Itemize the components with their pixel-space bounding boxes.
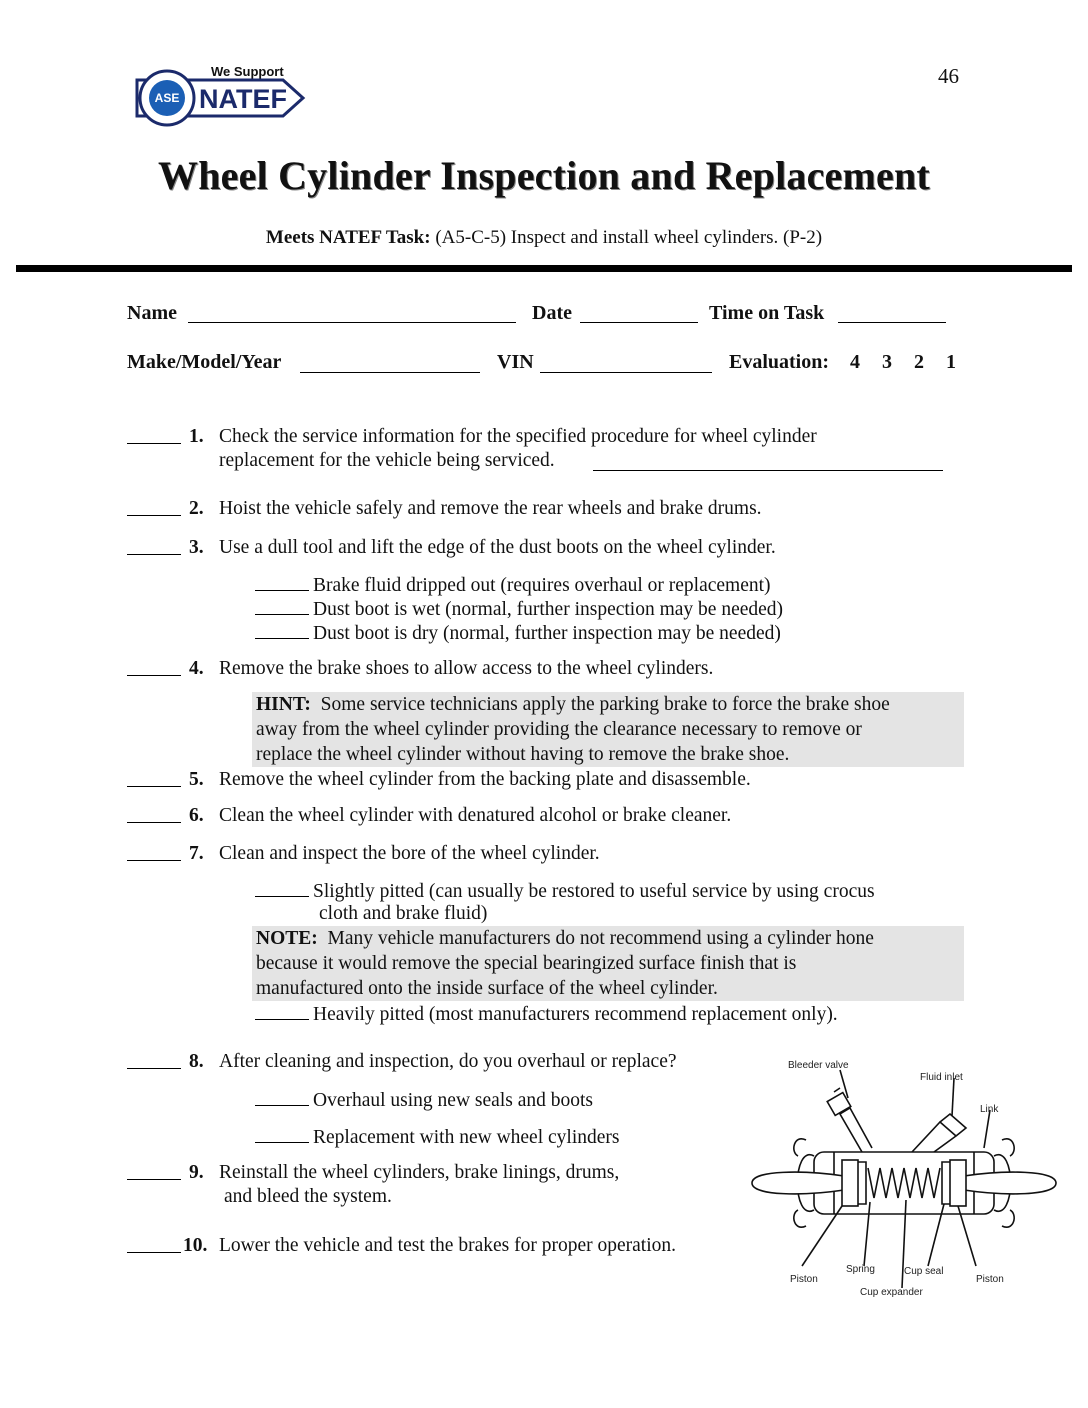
eval-score-4[interactable]: 4 xyxy=(850,351,860,373)
step-text: Lower the vehicle and test the brakes for proper operation. xyxy=(219,1235,676,1256)
note-text: manufactured onto the inside surface of the wheel cylinder. xyxy=(256,978,718,999)
step-5-checkbox[interactable] xyxy=(127,768,181,787)
vin-label: VIN xyxy=(497,351,534,373)
eval-score-3[interactable]: 3 xyxy=(882,351,892,373)
step-number: 10. xyxy=(183,1235,208,1256)
step-text: Clean and inspect the bore of the wheel cylinder. xyxy=(219,843,600,864)
label-cup-seal: Cup seal xyxy=(904,1266,944,1277)
make-model-year-field[interactable] xyxy=(300,372,480,373)
note-label: NOTE: xyxy=(256,928,318,949)
step-3-option: Brake fluid dripped out (requires overhaul or replacement) xyxy=(255,572,771,599)
step-number: 4. xyxy=(189,658,204,679)
step-5 xyxy=(127,768,967,794)
step-10 xyxy=(127,1234,747,1260)
option-checkbox[interactable] xyxy=(255,620,309,639)
make-model-year-label: Make/Model/Year xyxy=(127,351,282,373)
step-number: 5. xyxy=(189,769,204,790)
vin-field[interactable] xyxy=(540,372,712,373)
step-7-option-slightly-pitted: Slightly pitted (can usually be restored to useful service by using crocus xyxy=(255,878,875,905)
step-7-checkbox[interactable] xyxy=(127,842,181,861)
step-8 xyxy=(127,1050,747,1076)
step-text: Remove the wheel cylinder from the backing plate and disassemble. xyxy=(219,769,751,790)
step-7 xyxy=(127,842,967,868)
step-number: 8. xyxy=(189,1051,204,1072)
step-4-checkbox[interactable] xyxy=(127,657,181,676)
eval-score-1[interactable]: 1 xyxy=(946,351,956,373)
task-line xyxy=(0,227,1088,249)
label-spring: Spring xyxy=(846,1264,875,1275)
option-checkbox[interactable] xyxy=(255,878,309,897)
step-text: Clean the wheel cylinder with denatured alcohol or brake cleaner. xyxy=(219,805,732,826)
step-9 xyxy=(127,1161,747,1211)
option-checkbox[interactable] xyxy=(255,1087,309,1106)
step-text: and bleed the system. xyxy=(224,1186,392,1207)
step-2 xyxy=(127,497,967,523)
step-text: Use a dull tool and lift the edge of the dust boots on the wheel cylinder. xyxy=(219,537,776,558)
logo-ase-text: ASE xyxy=(154,91,180,105)
hint-text: away from the wheel cylinder providing the clearance necessary to remove or xyxy=(256,719,862,740)
task-label: Meets NATEF Task: xyxy=(265,227,431,248)
step-7-option-continuation: cloth and brake fluid) xyxy=(319,903,488,924)
step-9-checkbox[interactable] xyxy=(127,1161,181,1180)
step-3-option: Dust boot is dry (normal, further inspection may be needed) xyxy=(255,620,781,647)
label-piston-right: Piston xyxy=(976,1274,1004,1285)
step-text: Remove the brake shoes to allow access to the wheel cylinders. xyxy=(219,658,714,679)
step-4 xyxy=(127,657,967,683)
note-text: because it would remove the special bearingized surface finish that is xyxy=(256,953,797,974)
label-link: Link xyxy=(980,1104,999,1115)
hint-text: Some service technicians apply the parking brake to force the brake shoe xyxy=(320,694,890,715)
header-divider xyxy=(16,265,1072,272)
step-number: 3. xyxy=(189,537,204,558)
step-text: replacement for the vehicle being serviced. xyxy=(219,450,555,471)
step-text: After cleaning and inspection, do you overhaul or replace? xyxy=(219,1051,677,1072)
step-10-checkbox[interactable] xyxy=(127,1234,181,1253)
label-piston-left: Piston xyxy=(790,1274,818,1285)
step-3 xyxy=(127,536,967,562)
step-number: 1. xyxy=(189,426,204,447)
step-number: 6. xyxy=(189,805,204,826)
step-8-option-overhaul: Overhaul using new seals and boots xyxy=(255,1087,593,1114)
step-text: Reinstall the wheel cylinders, brake linings, drums, xyxy=(219,1162,620,1183)
step-text: Hoist the vehicle safely and remove the rear wheels and brake drums. xyxy=(219,498,762,519)
step-6-checkbox[interactable] xyxy=(127,804,181,823)
step-text: Check the service information for the specified procedure for wheel cylinder xyxy=(219,426,817,447)
step-2-checkbox[interactable] xyxy=(127,497,181,516)
page-number: 46 xyxy=(938,64,959,88)
label-bleeder-valve: Bleeder valve xyxy=(788,1060,849,1071)
step-3-option: Dust boot is wet (normal, further inspection may be needed) xyxy=(255,596,783,623)
time-on-task-field[interactable] xyxy=(838,322,946,323)
date-field[interactable] xyxy=(580,322,698,323)
time-on-task-label: Time on Task xyxy=(709,302,825,324)
logo-natef-text: NATEF xyxy=(199,84,287,114)
label-fluid-inlet: Fluid inlet xyxy=(920,1072,963,1083)
task-text: (A5-C-5) Inspect and install wheel cylinders. (P-2) xyxy=(435,227,823,248)
step-number: 7. xyxy=(189,843,204,864)
hint-label: HINT: xyxy=(256,694,311,715)
step-6 xyxy=(127,804,967,830)
option-checkbox[interactable] xyxy=(255,596,309,615)
logo-we-support: We Support xyxy=(211,64,284,79)
option-checkbox[interactable] xyxy=(255,572,309,591)
note-box xyxy=(252,926,964,1001)
page-title: Wheel Cylinder Inspection and Replacement xyxy=(158,153,930,198)
step-number: 2. xyxy=(189,498,204,519)
label-cup-expander: Cup expander xyxy=(860,1287,923,1298)
note-text: Many vehicle manufacturers do not recommend using a cylinder hone xyxy=(327,928,874,949)
step-1-checkbox[interactable] xyxy=(127,425,181,444)
hint-box xyxy=(252,692,964,767)
step-8-checkbox[interactable] xyxy=(127,1050,181,1069)
step-8-option-replacement: Replacement with new wheel cylinders xyxy=(255,1124,619,1151)
eval-score-2[interactable]: 2 xyxy=(914,351,924,373)
natef-logo xyxy=(133,58,308,138)
evaluation-label: Evaluation: xyxy=(729,351,830,373)
option-checkbox[interactable] xyxy=(255,1001,309,1020)
name-field[interactable] xyxy=(188,322,516,323)
step-1 xyxy=(127,425,967,475)
name-label: Name xyxy=(127,302,177,324)
step-3-checkbox[interactable] xyxy=(127,536,181,555)
hint-text: replace the wheel cylinder without having to remove the brake shoe. xyxy=(256,744,790,765)
step-number: 9. xyxy=(189,1162,204,1183)
service-info-answer-line[interactable] xyxy=(593,470,943,471)
wheel-cylinder-diagram xyxy=(744,1052,1064,1302)
option-checkbox[interactable] xyxy=(255,1124,309,1143)
date-label: Date xyxy=(532,302,572,324)
step-7-option-heavily-pitted: Heavily pitted (most manufacturers recommend replacement only). xyxy=(255,1001,838,1028)
